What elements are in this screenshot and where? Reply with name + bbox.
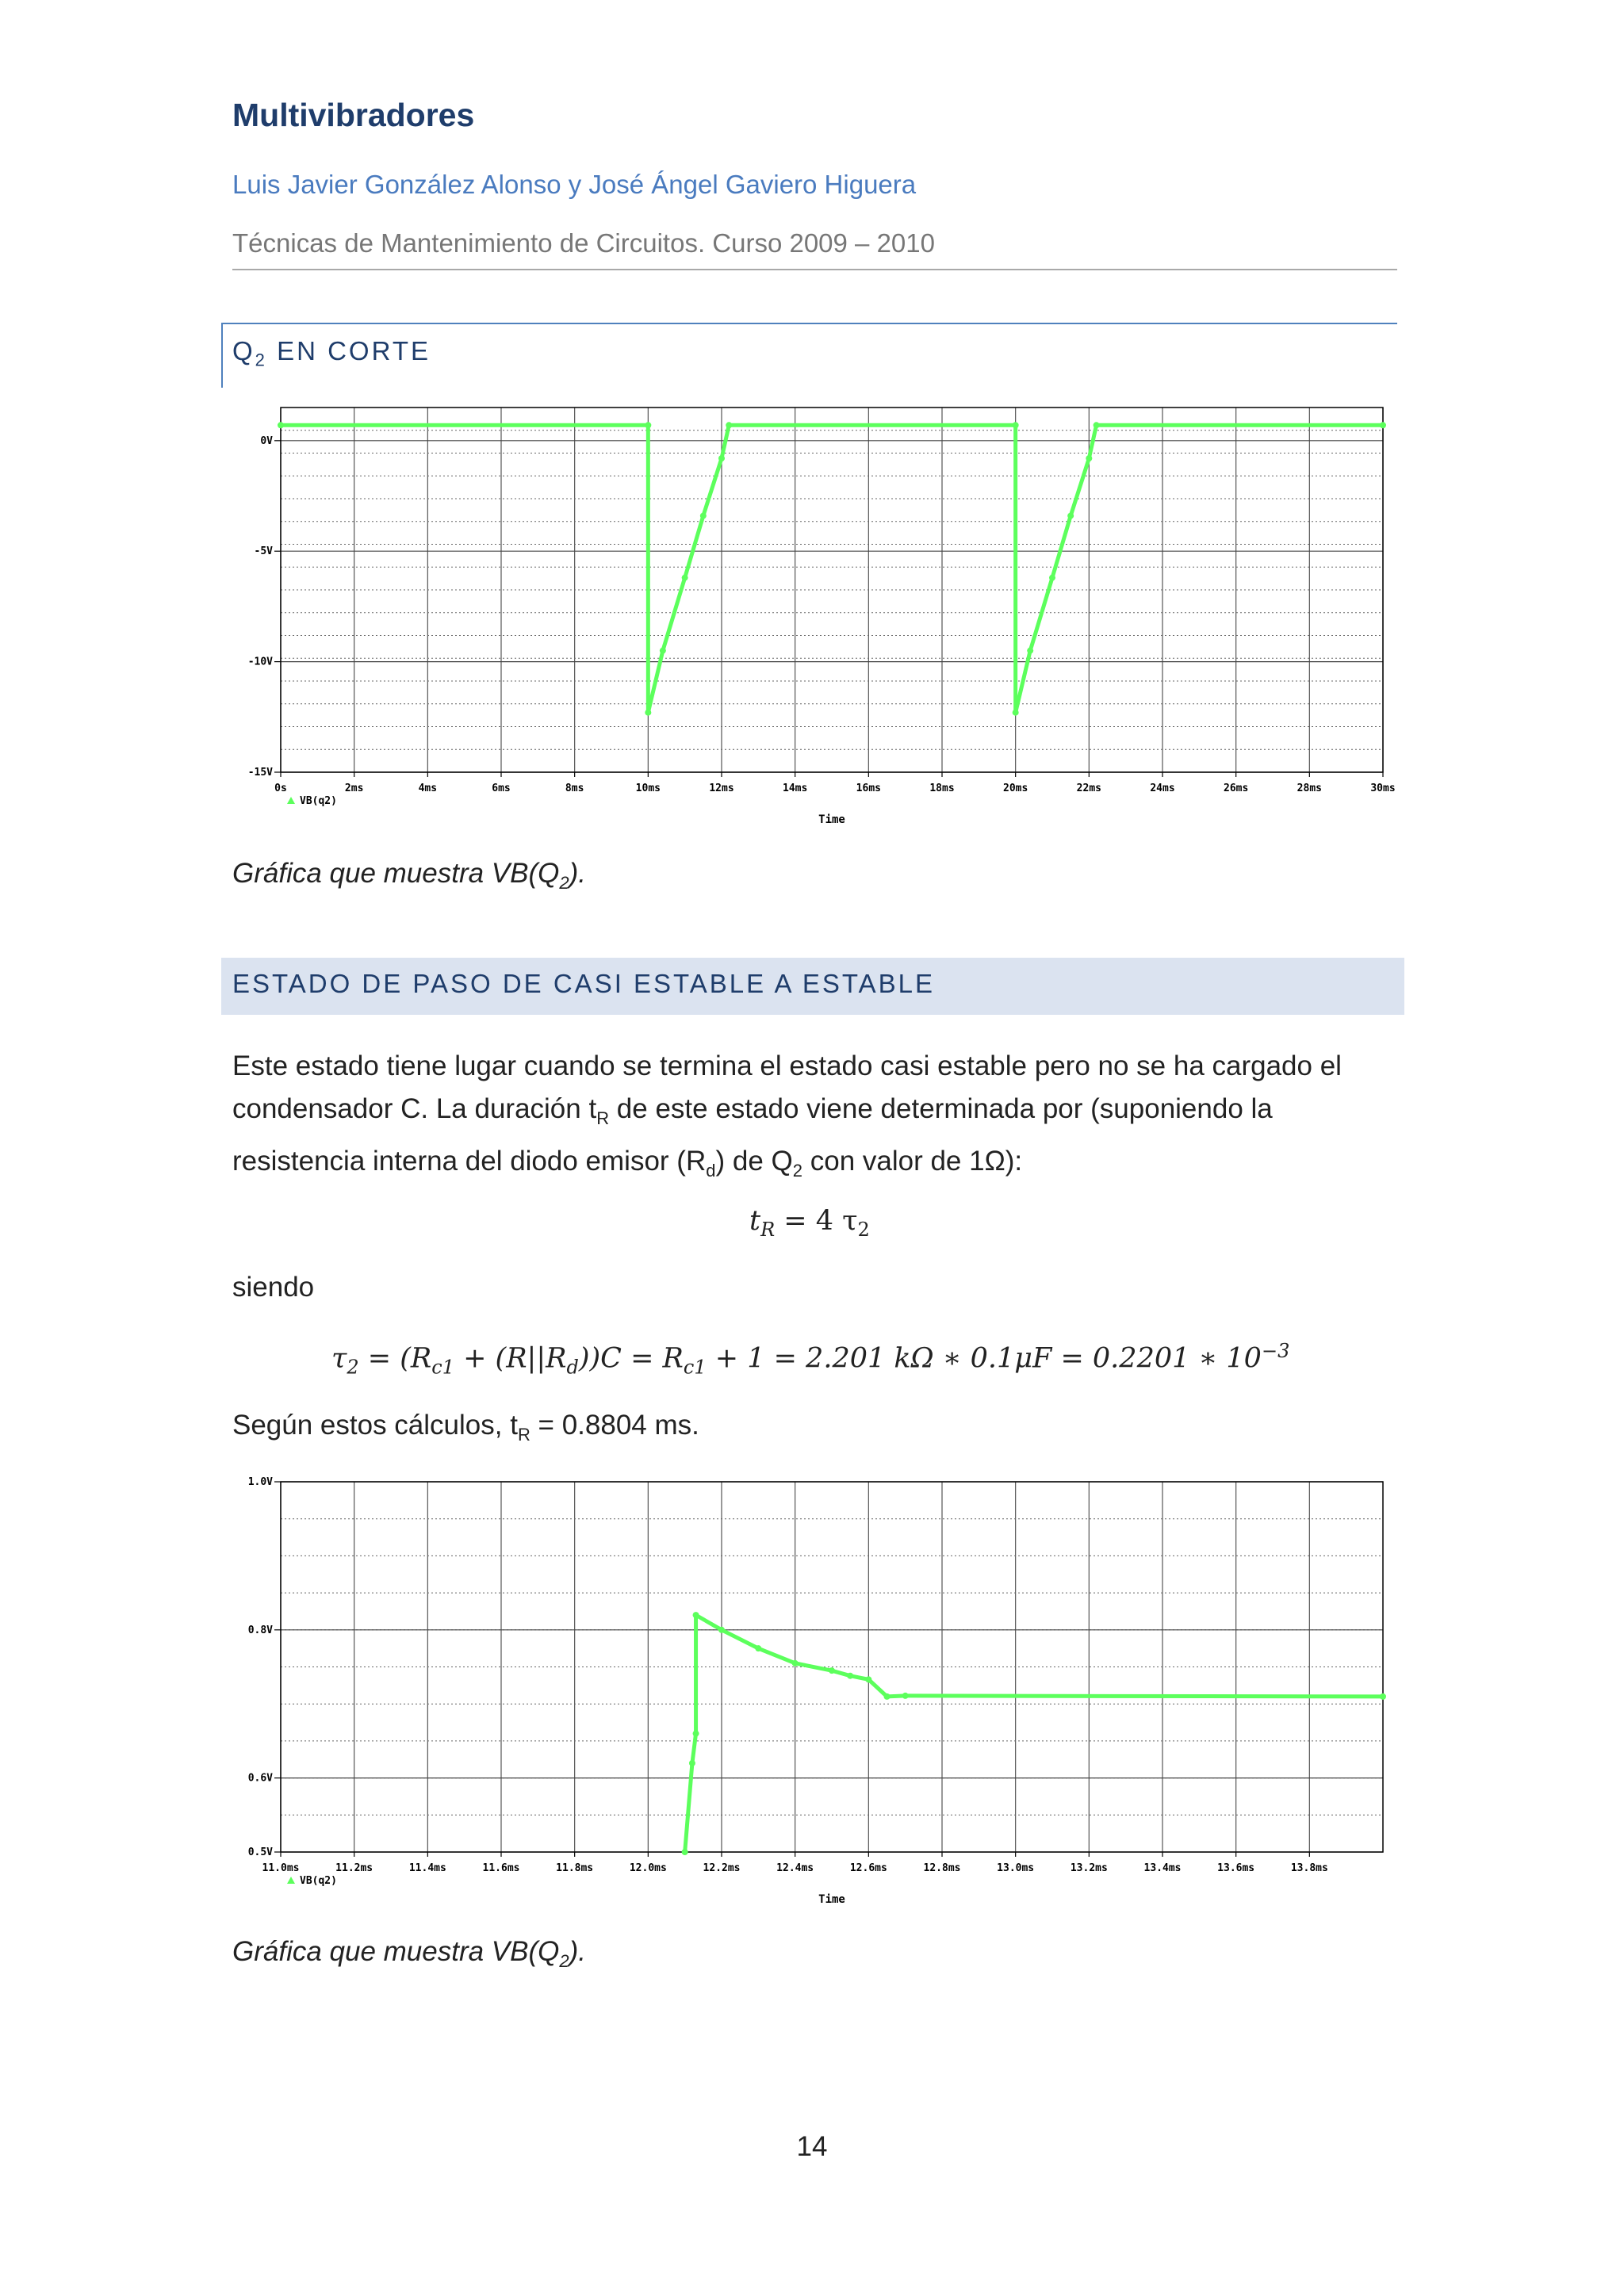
- chart-vb-q2-full: [230, 396, 1396, 828]
- data-point: [829, 1667, 835, 1674]
- x-tick-label: 28ms: [1297, 783, 1322, 794]
- body-paragraph: Este estado tiene lugar cuando se termina el estado casi estable pero no se ha cargado el condensador C. La duración $t_R$ de este estado viene determinada por (suponiendo la resistencia interna del diodo emisor $(R_d)$ de $Q_2$ con valor de 1Ω):: [232, 1050, 1342, 1181]
- data-point: [1013, 710, 1019, 716]
- x-axis-label: Time: [818, 813, 845, 826]
- legend-label: VB(q2): [300, 795, 337, 807]
- x-tick-label: 16ms: [856, 783, 881, 794]
- data-point: [682, 575, 688, 581]
- x-tick-label: 12.2ms: [703, 1862, 741, 1874]
- y-tick-label: -15V: [247, 767, 273, 779]
- page-number: 14: [796, 2131, 828, 2162]
- x-tick-label: 12.8ms: [923, 1862, 961, 1874]
- x-axis-label: Time: [818, 1893, 845, 1906]
- x-tick-label: 8ms: [565, 783, 584, 794]
- x-tick-label: 11.4ms: [408, 1862, 446, 1874]
- data-point: [700, 513, 707, 519]
- y-tick-label: 0.5V: [247, 1846, 273, 1858]
- data-point: [660, 648, 666, 654]
- x-tick-label: 0s: [274, 783, 287, 794]
- data-point: [718, 455, 725, 461]
- data-point: [645, 710, 651, 716]
- document-course: Técnicas de Mantenimiento de Circuitos. Curso 2009 – 2010: [232, 228, 935, 258]
- section-heading-estado-paso: ESTADO DE PASO DE CASI ESTABLE A ESTABLE: [232, 969, 935, 998]
- x-tick-label: 12ms: [709, 783, 734, 794]
- equation-tau2: $\tau_2 = (R_{c1} + (R||R_d))C = R_{c1} + 1 = 2.201$ kΩ ∗ 0.1μF = 0.2201 ∗ $10^{-3}$: [331, 1340, 1290, 1379]
- x-tick-label: 2ms: [344, 783, 364, 794]
- data-point: [902, 1693, 909, 1699]
- data-point: [645, 422, 651, 428]
- x-tick-label: 11.8ms: [556, 1862, 594, 1874]
- x-tick-label: 22ms: [1076, 783, 1101, 794]
- x-tick-label: 11.6ms: [482, 1862, 520, 1874]
- document-title: Multivibradores: [232, 97, 475, 133]
- data-point: [1086, 455, 1092, 461]
- x-tick-label: 12.4ms: [776, 1862, 814, 1874]
- data-point: [726, 422, 732, 428]
- section-heading-q2-en-corte: $Q_2$ EN CORTE: [232, 336, 431, 370]
- figure-caption-2: Gráfica que muestra $VB(Q_2)$.: [232, 1936, 587, 1971]
- result-text: Según estos cálculos, $t_R = 0.8804$ ms.: [232, 1410, 699, 1445]
- y-tick-label: -5V: [254, 545, 273, 558]
- data-point: [1067, 513, 1074, 519]
- data-point: [1380, 422, 1386, 428]
- figure-caption-1: Gráfica que muestra $VB(Q_2)$.: [232, 858, 587, 893]
- data-point: [884, 1693, 891, 1700]
- y-tick-label: 1.0V: [247, 1476, 273, 1488]
- data-point: [1013, 422, 1019, 428]
- x-tick-label: 20ms: [1003, 783, 1028, 794]
- data-point: [792, 1660, 799, 1667]
- data-point: [847, 1673, 853, 1679]
- x-tick-label: 13.2ms: [1070, 1862, 1108, 1874]
- x-tick-label: 10ms: [635, 783, 661, 794]
- data-point: [1380, 1693, 1386, 1700]
- x-tick-label: 11.2ms: [335, 1862, 373, 1874]
- document-authors: Luis Javier González Alonso y José Ángel Gaviero Higuera: [232, 170, 917, 199]
- y-tick-label: 0.6V: [247, 1772, 273, 1785]
- data-point: [1094, 422, 1100, 428]
- x-tick-label: 12.6ms: [849, 1862, 887, 1874]
- y-tick-label: 0.8V: [247, 1624, 273, 1636]
- data-point: [693, 1731, 699, 1737]
- data-point: [689, 1760, 695, 1766]
- x-tick-label: 30ms: [1370, 783, 1396, 794]
- x-tick-label: 13.4ms: [1143, 1862, 1182, 1874]
- equation-tr: $t_R = 4$ $\tau_2$: [749, 1205, 870, 1241]
- data-point: [1027, 648, 1033, 654]
- x-tick-label: 13.8ms: [1290, 1862, 1328, 1874]
- y-tick-label: -10V: [247, 656, 273, 668]
- data-point: [718, 1627, 725, 1633]
- legend-label: VB(q2): [300, 1875, 337, 1887]
- data-point: [682, 1849, 688, 1855]
- x-tick-label: 4ms: [418, 783, 438, 794]
- x-tick-label: 11.0ms: [262, 1862, 300, 1874]
- text-siendo: siendo: [232, 1272, 315, 1303]
- chart-vb-q2-zoom: [230, 1471, 1396, 1915]
- data-point: [865, 1676, 871, 1682]
- data-point: [278, 422, 284, 428]
- x-tick-label: 18ms: [929, 783, 955, 794]
- legend-marker: [287, 797, 295, 804]
- x-tick-label: 13.0ms: [997, 1862, 1035, 1874]
- legend-marker: [287, 1877, 295, 1884]
- x-tick-label: 13.6ms: [1217, 1862, 1255, 1874]
- x-tick-label: 12.0ms: [629, 1862, 667, 1874]
- x-tick-label: 26ms: [1224, 783, 1249, 794]
- data-point: [755, 1645, 761, 1651]
- header-divider: [232, 269, 1397, 270]
- x-tick-label: 6ms: [492, 783, 511, 794]
- x-tick-label: 24ms: [1150, 783, 1175, 794]
- data-point: [1049, 575, 1055, 581]
- y-tick-label: 0V: [260, 434, 273, 447]
- x-tick-label: 14ms: [783, 783, 808, 794]
- data-point: [693, 1612, 699, 1618]
